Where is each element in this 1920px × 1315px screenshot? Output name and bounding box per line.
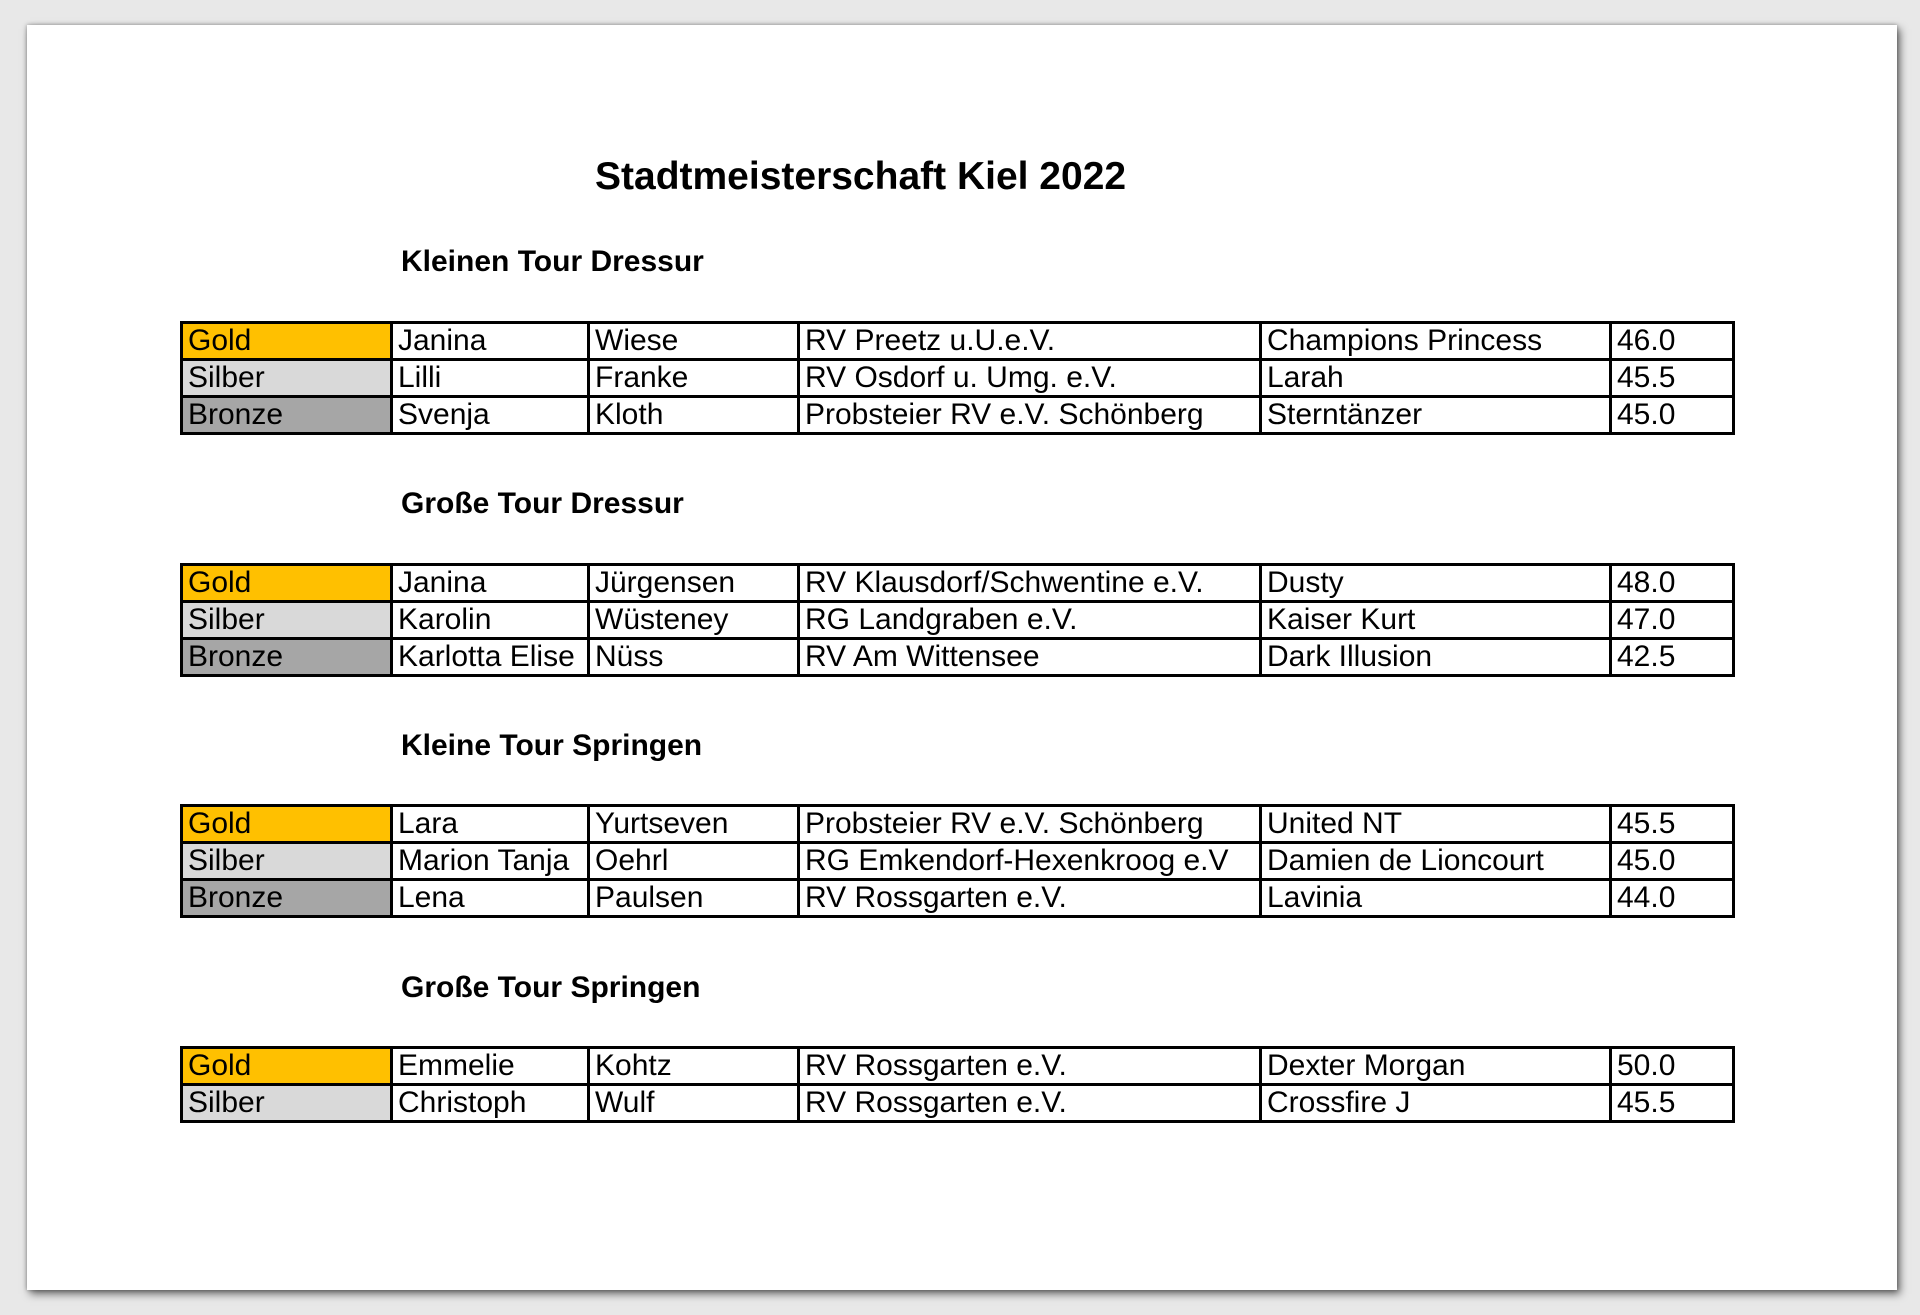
results-table-grosse-tour-springen	[180, 1046, 1735, 1123]
last-name-cell: Yurtseven	[589, 806, 799, 843]
first-name-cell: Karlotta Elise	[392, 639, 589, 676]
club-cell: RV Rossgarten e.V.	[799, 880, 1261, 917]
club-cell: RV Rossgarten e.V.	[799, 1048, 1261, 1085]
horse-cell: Kaiser Kurt	[1261, 602, 1611, 639]
table-row	[182, 397, 1734, 434]
score-cell: 45.5	[1611, 360, 1734, 397]
medal-cell: Silber	[182, 602, 392, 639]
horse-cell: Lavinia	[1261, 880, 1611, 917]
horse-cell: Sterntänzer	[1261, 397, 1611, 434]
club-cell: RV Klausdorf/Schwentine e.V.	[799, 565, 1261, 602]
horse-cell: Dark Illusion	[1261, 639, 1611, 676]
last-name-cell: Oehrl	[589, 843, 799, 880]
table-row	[182, 880, 1734, 917]
score-cell: 45.5	[1611, 806, 1734, 843]
first-name-cell: Janina	[392, 323, 589, 360]
medal-cell: Gold	[182, 323, 392, 360]
first-name-cell: Lara	[392, 806, 589, 843]
horse-cell: Larah	[1261, 360, 1611, 397]
score-cell: 45.5	[1611, 1085, 1734, 1122]
score-cell: 45.0	[1611, 843, 1734, 880]
medal-cell: Bronze	[182, 880, 392, 917]
section-title-kleinen-tour-dressur: Kleinen Tour Dressur	[401, 245, 704, 278]
first-name-cell: Karolin	[392, 602, 589, 639]
score-cell: 47.0	[1611, 602, 1734, 639]
medal-cell: Silber	[182, 360, 392, 397]
section-title-kleine-tour-springen: Kleine Tour Springen	[401, 729, 703, 762]
results-table-grosse-tour-dressur	[180, 563, 1735, 677]
section-title-grosse-tour-dressur: Große Tour Dressur	[401, 487, 684, 520]
horse-cell: Damien de Lioncourt	[1261, 843, 1611, 880]
club-cell: RV Am Wittensee	[799, 639, 1261, 676]
table-row	[182, 843, 1734, 880]
horse-cell: Champions Princess	[1261, 323, 1611, 360]
first-name-cell: Christoph	[392, 1085, 589, 1122]
results-table-kleine-tour-springen	[180, 804, 1735, 918]
medal-cell: Gold	[182, 565, 392, 602]
score-cell: 48.0	[1611, 565, 1734, 602]
club-cell: Probsteier RV e.V. Schönberg	[799, 397, 1261, 434]
results-table-kleinen-tour-dressur	[180, 321, 1735, 435]
club-cell: RG Emkendorf-Hexenkroog e.V	[799, 843, 1261, 880]
table-row	[182, 806, 1734, 843]
medal-cell: Silber	[182, 1085, 392, 1122]
last-name-cell: Kohtz	[589, 1048, 799, 1085]
last-name-cell: Kloth	[589, 397, 799, 434]
table-row	[182, 639, 1734, 676]
score-cell: 45.0	[1611, 397, 1734, 434]
medal-cell: Bronze	[182, 397, 392, 434]
medal-cell: Gold	[182, 806, 392, 843]
club-cell: RV Preetz u.U.e.V.	[799, 323, 1261, 360]
table-row	[182, 1048, 1734, 1085]
medal-cell: Silber	[182, 843, 392, 880]
medal-cell: Bronze	[182, 639, 392, 676]
horse-cell: Crossfire J	[1261, 1085, 1611, 1122]
horse-cell: Dusty	[1261, 565, 1611, 602]
first-name-cell: Marion Tanja	[392, 843, 589, 880]
last-name-cell: Nüss	[589, 639, 799, 676]
horse-cell: United NT	[1261, 806, 1611, 843]
section-title-grosse-tour-springen: Große Tour Springen	[401, 971, 701, 1004]
horse-cell: Dexter Morgan	[1261, 1048, 1611, 1085]
club-cell: RV Osdorf u. Umg. e.V.	[799, 360, 1261, 397]
medal-cell: Gold	[182, 1048, 392, 1085]
club-cell: RG Landgraben e.V.	[799, 602, 1261, 639]
first-name-cell: Janina	[392, 565, 589, 602]
last-name-cell: Wüsteney	[589, 602, 799, 639]
last-name-cell: Paulsen	[589, 880, 799, 917]
score-cell: 42.5	[1611, 639, 1734, 676]
first-name-cell: Lilli	[392, 360, 589, 397]
score-cell: 44.0	[1611, 880, 1734, 917]
table-row	[182, 602, 1734, 639]
table-row	[182, 360, 1734, 397]
first-name-cell: Emmelie	[392, 1048, 589, 1085]
last-name-cell: Jürgensen	[589, 565, 799, 602]
first-name-cell: Lena	[392, 880, 589, 917]
first-name-cell: Svenja	[392, 397, 589, 434]
document-page	[27, 25, 1897, 1290]
last-name-cell: Wulf	[589, 1085, 799, 1122]
page-title: Stadtmeisterschaft Kiel 2022	[595, 155, 1127, 198]
club-cell: Probsteier RV e.V. Schönberg	[799, 806, 1261, 843]
score-cell: 50.0	[1611, 1048, 1734, 1085]
last-name-cell: Franke	[589, 360, 799, 397]
club-cell: RV Rossgarten e.V.	[799, 1085, 1261, 1122]
table-row	[182, 565, 1734, 602]
last-name-cell: Wiese	[589, 323, 799, 360]
score-cell: 46.0	[1611, 323, 1734, 360]
table-row	[182, 1085, 1734, 1122]
table-row	[182, 323, 1734, 360]
